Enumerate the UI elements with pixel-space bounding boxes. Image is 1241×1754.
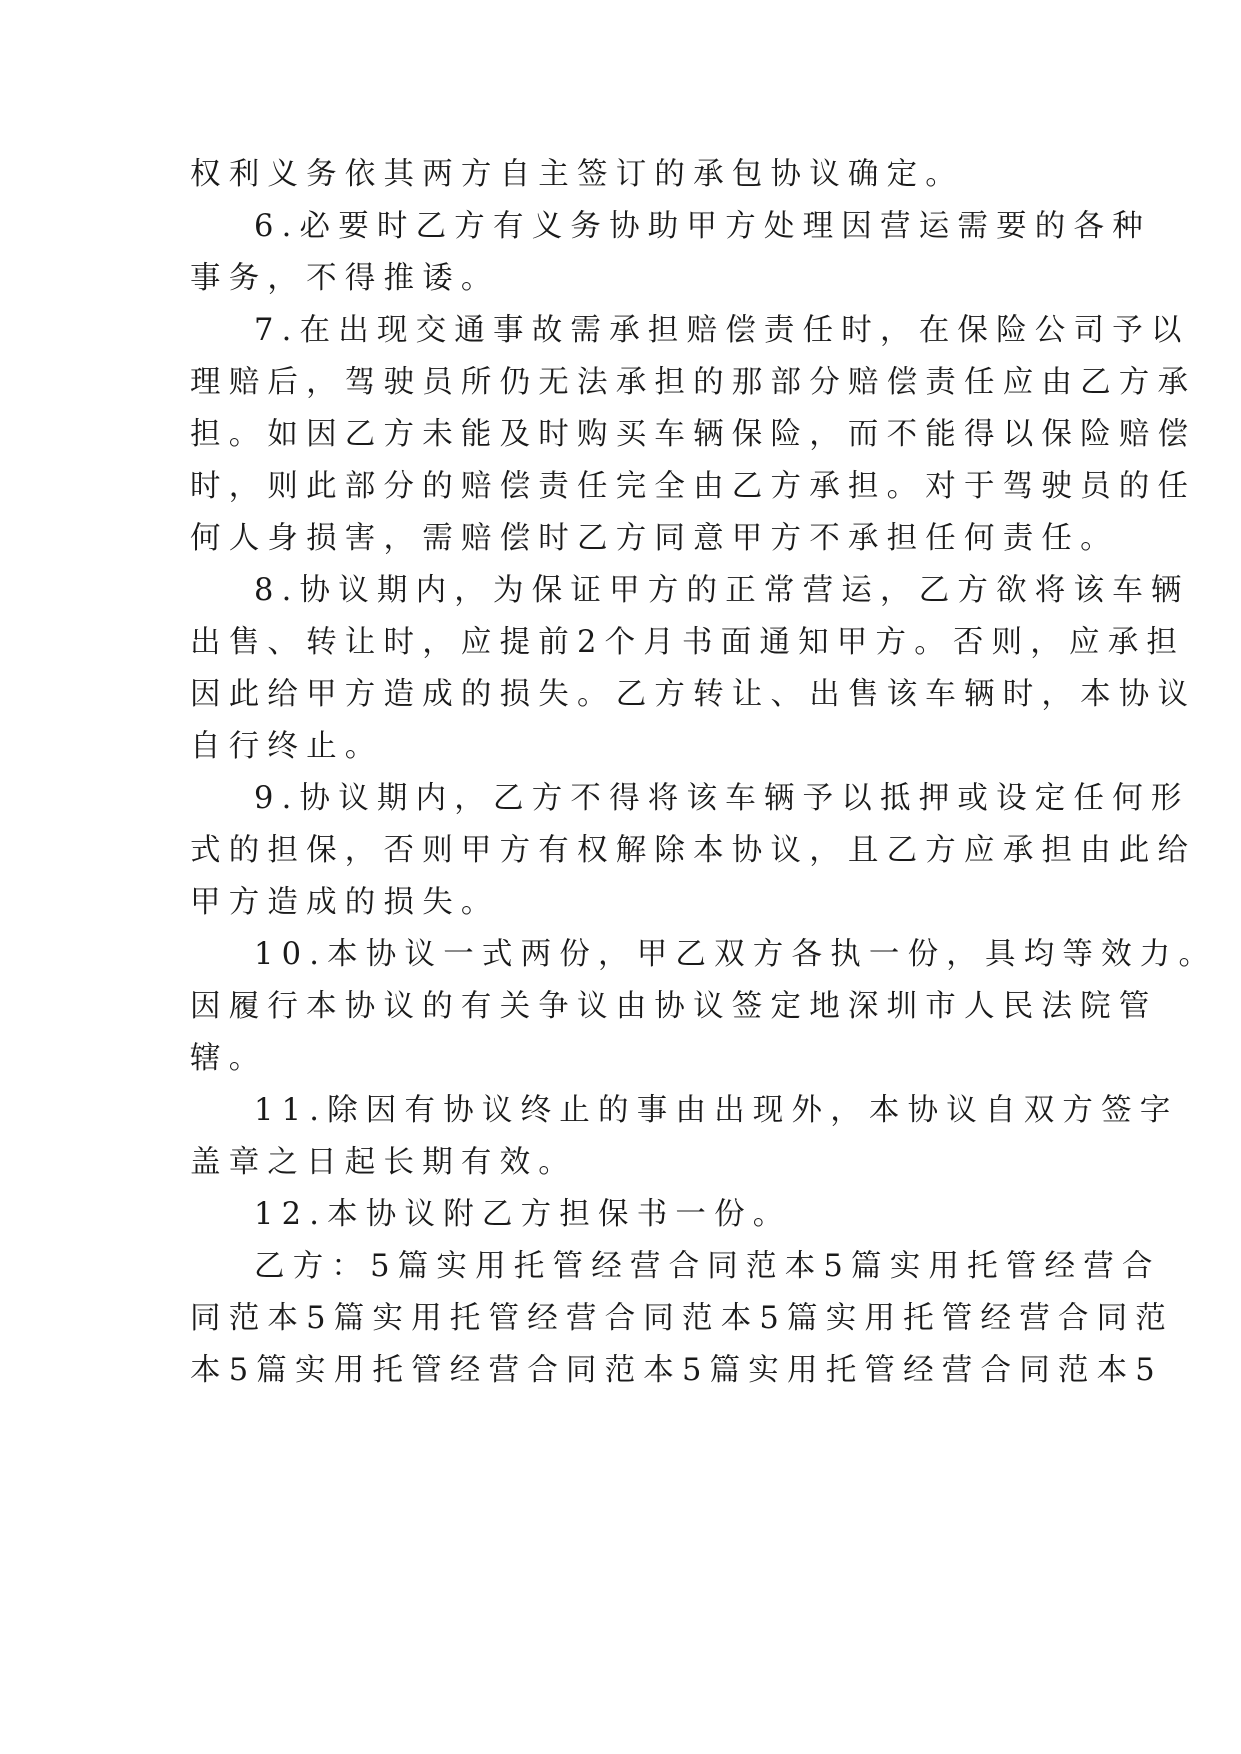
paragraph-line: 辖。 [190, 1041, 268, 1076]
paragraph-line: 7.在出现交通事故需承担赔偿责任时，在保险公司予以 [254, 313, 1190, 348]
paragraph-line: 事务，不得推诿。 [190, 261, 500, 296]
paragraph-line: 出售、转让时，应提前2个月书面通知甲方。否则，应承担 [190, 625, 1186, 660]
paragraph-line: 12.本协议附乙方担保书一份。 [254, 1197, 792, 1232]
paragraph-line: 11.除因有协议终止的事由出现外，本协议自双方签字 [254, 1093, 1179, 1128]
paragraph-line: 理赔后，驾驶员所仍无法承担的那部分赔偿责任应由乙方承 [190, 365, 1197, 400]
paragraph-line: 6.必要时乙方有义务协助甲方处理因营运需要的各种 [254, 209, 1151, 244]
paragraph-line: 权利义务依其两方自主签订的承包协议确定。 [190, 157, 964, 192]
paragraph-line: 10.本协议一式两份，甲乙双方各执一份，具均等效力。 [254, 937, 1218, 972]
paragraph-line: 担。如因乙方未能及时购买车辆保险，而不能得以保险赔偿 [190, 417, 1197, 452]
paragraph-line: 乙方：5篇实用托管经营合同范本5篇实用托管经营合 [254, 1249, 1161, 1284]
paragraph-line: 本5篇实用托管经营合同范本5篇实用托管经营合同范本5 [190, 1353, 1163, 1388]
paragraph-line: 同范本5篇实用托管经营合同范本5篇实用托管经营合同范 [190, 1301, 1175, 1336]
paragraph-line: 因此给甲方造成的损失。乙方转让、出售该车辆时，本协议 [190, 677, 1197, 712]
paragraph-line: 何人身损害，需赔偿时乙方同意甲方不承担任何责任。 [190, 521, 1119, 556]
paragraph-line: 9.协议期内，乙方不得将该车辆予以抵押或设定任何形 [254, 781, 1190, 816]
paragraph-line: 盖章之日起长期有效。 [190, 1145, 577, 1180]
paragraph-line: 甲方造成的损失。 [190, 885, 500, 920]
paragraph-line: 自行终止。 [190, 729, 384, 764]
paragraph-line: 8.协议期内，为保证甲方的正常营运，乙方欲将该车辆 [254, 573, 1190, 608]
paragraph-line: 时，则此部分的赔偿责任完全由乙方承担。对于驾驶员的任 [190, 469, 1197, 504]
paragraph-line: 因履行本协议的有关争议由协议签定地深圳市人民法院管 [190, 989, 1158, 1024]
paragraph-line: 式的担保，否则甲方有权解除本协议，且乙方应承担由此给 [190, 833, 1197, 868]
